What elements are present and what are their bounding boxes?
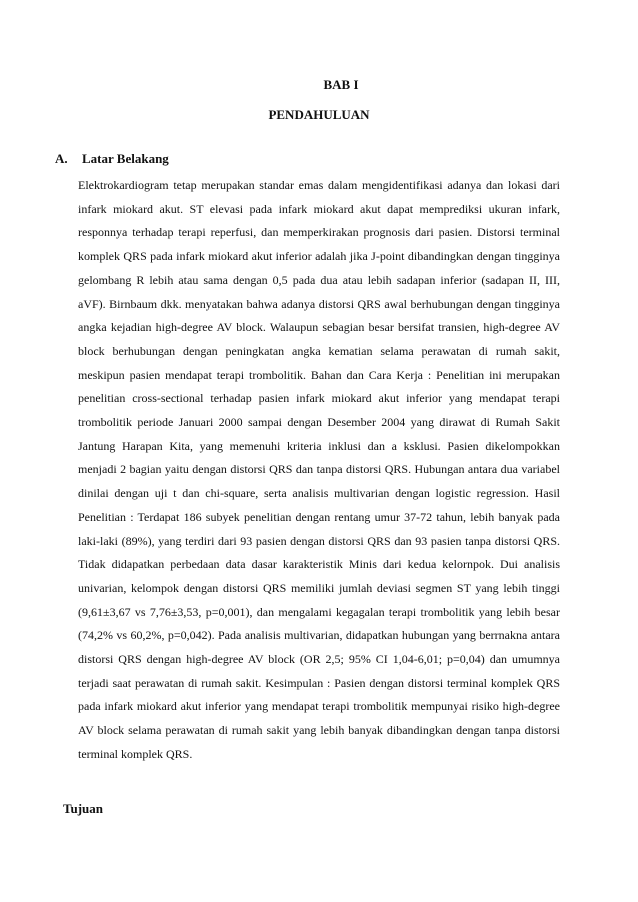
section-letter: A. bbox=[55, 151, 68, 166]
next-section-heading: Tujuan bbox=[63, 801, 103, 816]
section-heading bbox=[55, 151, 169, 167]
chapter-number: BAB I bbox=[323, 77, 359, 92]
body-paragraph: Elektrokardiogram tetap merupakan standar emas dalam mengidentifikasi adanya dan lokasi dari infark miokard akut. ST elevasi pada infark miokard akut dapat memprediksi ukuran infark, responnya terhadap terapi reperfusi, dan memperkirakan prognosis dari pasien. Distorsi terminal komplek QRS pada infark miokard akut inferior adalah jika J-point dibandingkan dengan tingginya gelombang R lebih atau sama dengan 0,5 pada dua atau lebih sadapan inferior (sadapan II, III, aVF). Birnbaum dkk. menyatakan bahwa adanya distorsi QRS awal berhubungan dengan tingginya angka kejadian high-degree AV block. Walaupun sebagian besar bersifat transien, high-degree AV block berhubungan dengan peningkatan angka kematian selama perawatan di rumah sakit, meskipun pasien mendapat terapi trombolitik. Bahan dan Cara Kerja : Penelitian ini merupakan penelitian cross-sectional terhadap pasien infark miokard akut inferior yang mendapat terapi trombolitik periode Januari 2000 sampai dengan Desember 2004 yang dirawat di Rumah Sakit Jantung Harapan Kita, yang memenuhi kriteria inklusi dan a ksklusi. Pasien dikelompokkan menjadi 2 bagian yaitu dengan distorsi QRS dan tanpa distorsi QRS. Hubungan antara dua variabel dinilai dengan uji t dan chi-square, serta analisis multivarian dengan logistic regression. Hasil Penelitian : Terdapat 186 subyek penelitian dengan rentang umur 37-72 tahun, lebih banyak pada laki-laki (89%), yang terdiri dari 93 pasien dengan distorsi QRS dan 93 pasien tanpa distorsi QRS. Tidak didapatkan perbedaan data dasar karakteristik Minis dari kedua kelornpok. Dui analisis univarian, kelompok dengan distorsi QRS memiliki jumlah deviasi segmen ST yang lebih tinggi (9,61±3,67 vs 7,76±3,53, p=0,001), dan mengalami kegagalan terapi trombolitik yang lebih besar (74,2% vs 60,2%, p=0,042). Pada analisis multivarian, didapatkan hubungan yang berrnakna antara distorsi QRS dengan high-degree AV block (OR 2,5; 95% CI 1,04-6,01; p=0,04) dan umumnya terjadi saat perawatan di rumah sakit. Kesimpulan : Pasien dengan distorsi terminal komplek QRS pada infark miokard akut inferior yang mendapat terapi trombolitik mempunyai risiko high-degree AV block selama perawatan di rumah sakit yang lebih banyak dibandingkan dengan tanpa distorsi terminal komplek QRS. bbox=[78, 178, 560, 761]
chapter-title: PENDAHULUAN bbox=[268, 107, 370, 122]
section-title: Latar Belakang bbox=[82, 151, 169, 166]
